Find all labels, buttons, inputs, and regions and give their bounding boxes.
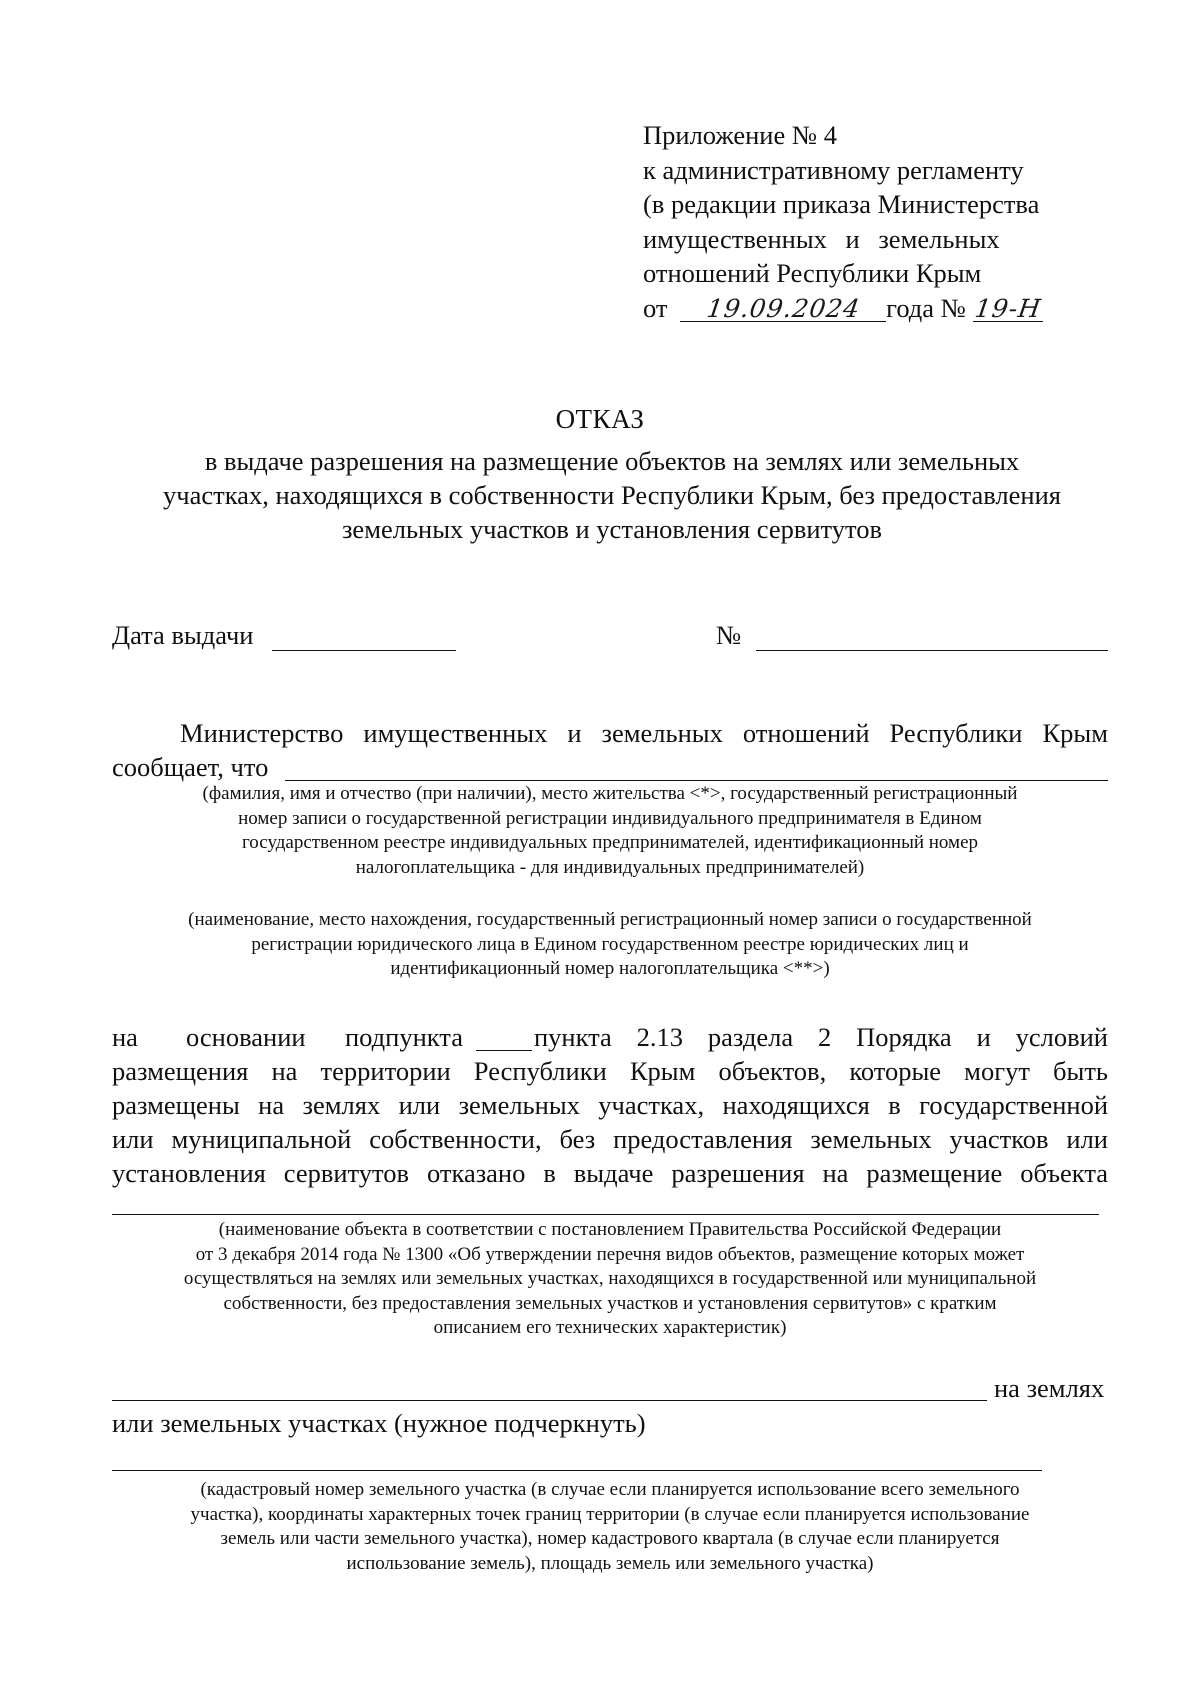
hint4-line-4: использование земель), площадь земель или земельного участка) [346, 1552, 874, 1574]
appendix-number: Приложение № 4 [643, 120, 838, 150]
hint4-line-1: (кадастровый номер земельного участка (в случае если планируется использование всего земельного [200, 1479, 1020, 1500]
appendix-ref-line-3: имущественных и земельных [643, 223, 1000, 254]
order-number-field [973, 291, 1043, 322]
lands-line-2: или земельных участках (нужное подчеркнуть) [112, 1408, 646, 1438]
para2-word-podpunkta: подпункта [345, 1022, 463, 1052]
hint2-line-3: идентификационный номер налогоплательщика <**>) [390, 958, 830, 979]
hint3-line-3: осуществляться на землях или земельных участках, находящихся в государственной или муниципальной [183, 1268, 1037, 1289]
para2-line-1-end: пункта 2.13 раздела 2 Порядка и условий [534, 1022, 1108, 1052]
para2-line-3: размещены на землях или земельных участках, находящихся в государственной [112, 1090, 1108, 1120]
hint1-line-4: налогоплательщика - для индивидуальных предпринимателей) [355, 856, 865, 878]
appendix-ref-line-2: (в редакции приказа Министерства [643, 189, 1040, 219]
hint2-line-1: (наименование, место нахождения, государственный регистрационный номер записи о государственной [188, 909, 1032, 930]
order-number-handwritten: 19-Н [972, 293, 1043, 323]
subtitle-line-3: земельных участков и установления сервитутов [341, 514, 883, 544]
applicant-hint-legal-entity [112, 908, 1108, 982]
appendix-ref-line-4: отношений Республики Крым [643, 258, 982, 288]
subclause-blank[interactable] [476, 1050, 532, 1051]
issue-number-label: № [716, 620, 742, 650]
para2-line-5: установления сервитутов отказано в выдаче разрешения на размещение объекта [112, 1158, 1108, 1188]
para2-line-2: размещения на территории Республики Крым объектов, которые могут быть [112, 1056, 1108, 1086]
hint2-line-2: регистрации юридического лица в Едином государственном реестре юридических лиц и [251, 933, 969, 955]
cadastral-blank[interactable] [112, 1470, 1042, 1471]
applicant-hint-individual [112, 782, 1108, 880]
from-label: от [643, 292, 668, 323]
year-number-label: года № [886, 292, 966, 323]
order-date-handwritten: 19.09.2024 [704, 293, 862, 323]
appendix-order-date-line [643, 291, 1043, 326]
hint3-line-4: собственности, без предоставления земельных участков и установления сервитутов» с кратким [223, 1292, 997, 1314]
document-title: ОТКАЗ [555, 404, 645, 434]
hint3-line-2: от 3 декабря 2014 года № 1300 «Об утверждении перечня видов объектов, размещение которых может [195, 1243, 1025, 1265]
document-subtitle [112, 444, 1112, 546]
appendix-header [643, 118, 1043, 325]
para2-word-na: на [112, 1022, 138, 1052]
issue-date-blank[interactable] [272, 650, 456, 651]
hint3-line-5: описанием его технических характеристик) [433, 1317, 787, 1338]
order-date-field [680, 291, 886, 322]
para2-word-osnovanii: основании [186, 1022, 306, 1052]
object-name-blank[interactable] [112, 1214, 1099, 1215]
object-name-hint [112, 1218, 1108, 1341]
hint1-line-2: номер записи о государственной регистрации индивидуального предпринимателя в Едином [238, 807, 982, 829]
para2-line-4: или муниципальной собственности, без предоставления земельных участков или [112, 1124, 1108, 1154]
para1-line-2: сообщает, что [112, 752, 269, 782]
applicant-blank[interactable] [285, 780, 1108, 781]
hint1-line-1: (фамилия, имя и отчество (при наличии), место жительства <*>, государственный регистрационный [202, 783, 1018, 804]
cadastral-hint [112, 1478, 1108, 1576]
hint3-line-1: (наименование объекта в соответствии с постановлением Правительства Российской Федерации [218, 1219, 1002, 1240]
issue-number-blank[interactable] [756, 650, 1108, 651]
para1-line-1: Министерство имущественных и земельных отношений Республики Крым [180, 718, 1108, 748]
hint1-line-3: государственном реестре индивидуальных предпринимателей, идентификационный номер [241, 832, 979, 853]
subtitle-line-2: участках, находящихся в собственности Республики Крым, без предоставления [163, 480, 1061, 510]
subtitle-line-1: в выдаче разрешения на размещение объектов на землях или земельных [204, 446, 1020, 476]
lands-blank[interactable] [112, 1400, 987, 1401]
hint4-line-2: участка), координаты характерных точек границ территории (в случае если планируется использование [190, 1503, 1030, 1525]
issue-date-label: Дата выдачи [112, 620, 254, 650]
lands-tail: на землях [994, 1373, 1105, 1403]
hint4-line-3: земель или части земельного участка), номер кадастрового квартала (в случае если планируется [220, 1528, 1000, 1549]
appendix-ref-line-1: к административному регламенту [643, 154, 1024, 185]
